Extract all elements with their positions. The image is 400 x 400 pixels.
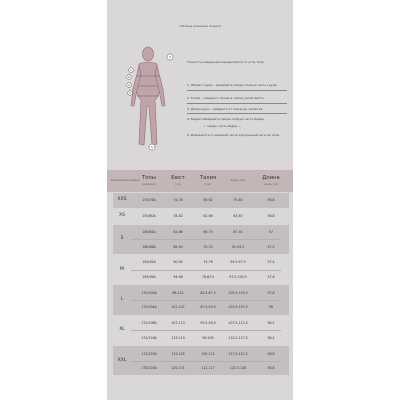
table-cell: 58.4 xyxy=(267,335,275,340)
row-divider xyxy=(131,239,281,240)
table-cell: 107.5-112.5 xyxy=(228,321,248,326)
column-header-sub: бедра (см) xyxy=(230,179,246,182)
table-cell: 112.5-117.5 xyxy=(228,335,248,340)
column-header-sub: рукав (см) xyxy=(263,183,279,186)
size-label: XXL xyxy=(117,357,127,363)
size-label: XL xyxy=(119,327,125,333)
table-cell: 170/100A xyxy=(141,290,157,295)
table-cell: 66-70 xyxy=(203,229,213,234)
size-label: M xyxy=(120,266,124,272)
row-divider xyxy=(131,361,281,362)
table-cell: 82-86 xyxy=(173,229,183,234)
table-cell: 165/96A xyxy=(142,274,156,279)
table-cell: 117.5-122.5 xyxy=(228,351,248,356)
table-cell: 170/120A xyxy=(141,351,157,356)
column-header: Бюст xyxy=(171,175,185,181)
table-cell: 170/128A xyxy=(141,366,157,371)
table-cell: 160/88A xyxy=(142,244,156,249)
table-cell: 56.8 xyxy=(267,198,275,203)
page-title: Таблица размеров модели xyxy=(178,24,222,28)
table-cell: 113-119 xyxy=(171,335,185,340)
marker-label: 2 xyxy=(128,75,130,80)
intro-note: Точность измерения определяется от угла тела xyxy=(187,60,264,64)
size-label: XS xyxy=(119,213,125,219)
body-measure-figure xyxy=(115,44,177,154)
table-cell: 155/80A xyxy=(142,214,156,219)
table-cell: 93.5-99.5 xyxy=(200,321,216,326)
row-divider xyxy=(131,300,281,301)
table-cell: 102-107 xyxy=(171,305,185,310)
marker-label: S xyxy=(151,145,153,150)
size-chart-card xyxy=(107,0,293,400)
column-header: Топы xyxy=(142,175,156,181)
table-cell: 122.5-128 xyxy=(229,366,247,371)
table-cell: 155/76A xyxy=(142,198,156,203)
table-cell: 87.5-93.5 xyxy=(200,305,216,310)
table-cell: 111-117 xyxy=(201,366,215,371)
table-cell: 160/84A xyxy=(142,229,156,234)
size-label: L xyxy=(120,297,124,302)
table-cell: 58.2 xyxy=(267,321,275,326)
size-table xyxy=(107,170,293,400)
table-cell: 99-105 xyxy=(202,335,214,340)
table-cell: 90-94 xyxy=(173,260,183,265)
column-header-sub: (см) xyxy=(205,183,211,186)
measure-note: 1. Обхват груди – измеряйте самую полную часть груди xyxy=(187,83,277,87)
table-cell: 94.5-97.5 xyxy=(230,260,246,265)
table-cell: 170/116A xyxy=(141,335,157,340)
table-cell: 62-66 xyxy=(203,214,213,219)
divider xyxy=(187,90,287,91)
table-cell: 170/108A xyxy=(141,321,157,326)
table-cell: 74-78 xyxy=(173,198,183,203)
divider xyxy=(187,113,287,114)
marker-label: 1 xyxy=(130,68,132,73)
measure-note: 2. Талия – измерьте талию в самом узком месте xyxy=(187,96,264,100)
table-cell: 58 xyxy=(268,305,274,310)
table-cell: 105-111 xyxy=(201,351,215,356)
size-label: XXS xyxy=(117,197,127,203)
table-cell: 58.6 xyxy=(267,351,275,356)
table-cell: 82.5-87.5 xyxy=(200,290,216,295)
size-label: S xyxy=(120,236,124,242)
table-cell: 57.2 xyxy=(267,244,275,249)
table-cell: 79-83 xyxy=(233,198,243,203)
table-cell: 83-87 xyxy=(233,214,243,219)
table-cell: 165/92A xyxy=(142,260,156,265)
table-cell: 57.8 xyxy=(267,290,275,295)
table-cell: 87-91 xyxy=(233,229,243,234)
column-header: Талия xyxy=(199,175,217,181)
table-cell: 86-90 xyxy=(173,244,183,249)
table-cell: 100.5-103.5 xyxy=(228,290,248,295)
row-divider xyxy=(131,270,281,271)
table-cell: 125-131 xyxy=(171,366,185,371)
table-cell: 94-98 xyxy=(173,274,183,279)
table-cell: 78-82 xyxy=(173,214,183,219)
table-cell: 58.8 xyxy=(267,366,275,371)
column-header-sub: сантиметр xyxy=(141,183,157,186)
marker-label: 5 xyxy=(129,91,131,96)
measure-note: — самую часть бедра — xyxy=(203,124,242,128)
row-divider xyxy=(131,330,281,331)
measure-note: 3. Длина руки – измерьте от плеча до запястья xyxy=(187,107,263,111)
table-cell: 170/104A xyxy=(141,305,157,310)
table-cell: 97.5-100.5 xyxy=(229,274,247,279)
table-cell: 91-94.5 xyxy=(231,244,245,249)
measure-note: S. Измеряется от верхней части внутренней ноги до пола xyxy=(187,133,280,137)
column-header-sub: (см) xyxy=(175,183,181,186)
table-cell: 70-74 xyxy=(203,244,213,249)
table-cell: 119-125 xyxy=(171,351,185,356)
table-cell: 107-113 xyxy=(171,321,185,326)
table-cell: 56.8 xyxy=(267,214,275,219)
marker-label: 4 xyxy=(128,83,130,88)
marker-label: 3 xyxy=(169,55,171,60)
table-cell: 103.5-107.5 xyxy=(228,305,248,310)
divider xyxy=(187,103,287,104)
table-cell: 57 xyxy=(268,229,274,234)
column-header-sub: Европейский размер xyxy=(111,179,140,182)
column-header: Длина xyxy=(262,175,280,181)
table-cell: 78-82.5 xyxy=(201,274,215,279)
table-cell: 57.6 xyxy=(267,274,275,279)
table-cell: 58-62 xyxy=(203,198,213,203)
measure-note: 4. Бедра: Измеряйте самую полную часть бедер xyxy=(187,117,264,121)
table-cell: 98-102 xyxy=(172,290,184,295)
table-cell: 57.4 xyxy=(267,260,275,265)
table-cell: 74-78 xyxy=(203,260,213,265)
